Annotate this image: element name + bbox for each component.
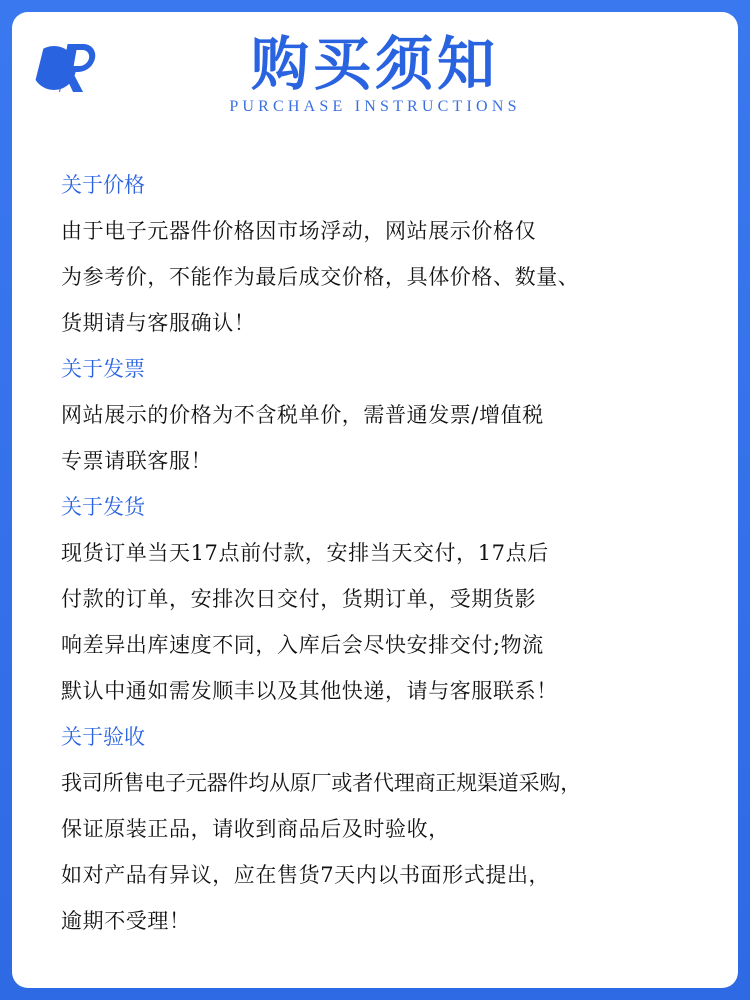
instructions-content	[61, 162, 731, 944]
section-title-acceptance: 关于验收	[61, 725, 145, 749]
section-line: 付款的订单，安排次日交付，货期订单，受期货影	[61, 587, 537, 611]
section-line: 我司所售电子元器件均从原厂或者代理商正规渠道采购，	[61, 771, 581, 795]
section-line: 现货订单当天17点前付款，安排当天交付，17点后	[61, 541, 549, 565]
section-line: 货期请与客服确认！	[61, 311, 256, 335]
section-line: 由于电子元器件价格因市场浮动，网站展示价格仅	[61, 219, 537, 243]
section-line: 保证原装正品，请收到商品后及时验收，	[61, 817, 450, 841]
page-title: 购买须知	[250, 30, 499, 98]
section-line: 响差异出库速度不同，入库后会尽快安排交付;物流	[61, 633, 544, 657]
section-line: 默认中通如需发顺丰以及其他快递，请与客服联系！	[61, 679, 558, 703]
page-subtitle: PURCHASE INSTRUCTIONS	[229, 98, 521, 115]
section-line: 为参考价，不能作为最后成交价格，具体价格、数量、	[61, 265, 580, 289]
section-line: 专票请联客服！	[61, 449, 213, 473]
section-title-price: 关于价格	[61, 173, 145, 197]
section-line: 如对产品有异议，应在售货7天内以书面形式提出，	[61, 863, 551, 887]
section-title-invoice: 关于发票	[61, 357, 145, 381]
section-title-shipping: 关于发货	[61, 495, 145, 519]
section-line: 逾期不受理！	[61, 909, 191, 933]
section-line: 网站展示的价格为不含税单价，需普通发票/增值税	[61, 403, 544, 427]
instructions-card	[12, 12, 738, 988]
